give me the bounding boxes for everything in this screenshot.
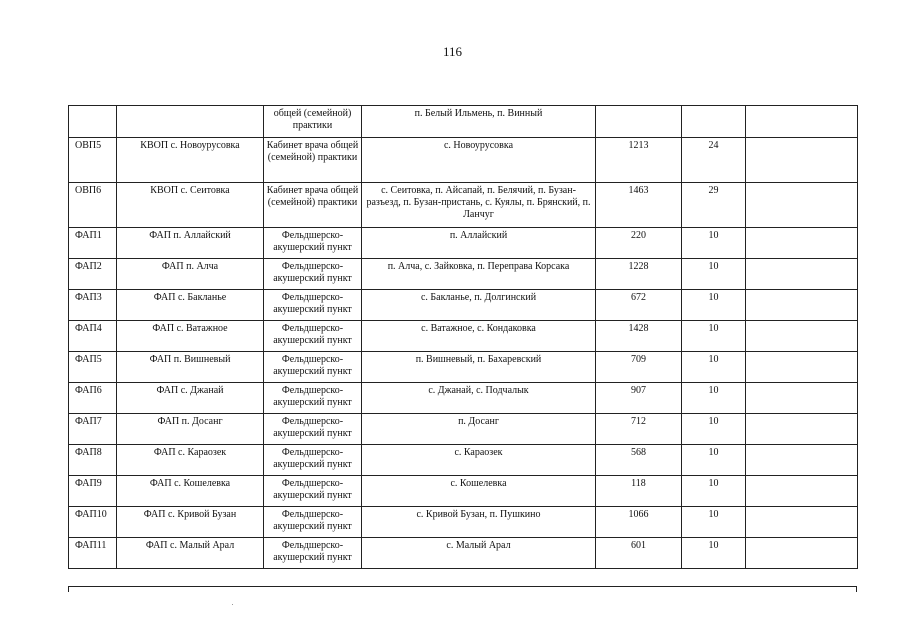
- cell-extra: [746, 138, 858, 183]
- table-row: [69, 290, 858, 321]
- cell-area: с. Кошелевка: [362, 476, 596, 507]
- cell-area: с. Ватажное, с. Кондаковка: [362, 321, 596, 352]
- cell-distance: 10: [682, 383, 746, 414]
- table-row: [69, 538, 858, 569]
- table-row: [69, 352, 858, 383]
- table-row: [69, 106, 858, 138]
- cell-name: ФАП с. Караозек: [117, 445, 264, 476]
- cell-extra: [746, 445, 858, 476]
- cell-type: Фельдшерско-акушерский пункт: [264, 476, 362, 507]
- cell-area: с. Караозек: [362, 445, 596, 476]
- cell-code: ОВП5: [69, 138, 117, 183]
- cell-population: 220: [596, 228, 682, 259]
- cell-code: ФАП5: [69, 352, 117, 383]
- cell-extra: [746, 414, 858, 445]
- table-row: [69, 476, 858, 507]
- cell-population: 1428: [596, 321, 682, 352]
- cell-population: 712: [596, 414, 682, 445]
- cell-code: ФАП2: [69, 259, 117, 290]
- table-row: [69, 507, 858, 538]
- cell-type: Фельдшерско-акушерский пункт: [264, 290, 362, 321]
- cell-population: 907: [596, 383, 682, 414]
- table-row: [69, 183, 858, 228]
- cell-extra: [746, 290, 858, 321]
- cell-code: ФАП10: [69, 507, 117, 538]
- cell-extra: [746, 476, 858, 507]
- cell-area: п. Белый Ильмень, п. Винный: [362, 106, 596, 138]
- cell-name: ФАП п. Алча: [117, 259, 264, 290]
- cell-code: ФАП11: [69, 538, 117, 569]
- cell-population: 1213: [596, 138, 682, 183]
- cell-name: КВОП с. Новоурусовка: [117, 138, 264, 183]
- cell-population: 709: [596, 352, 682, 383]
- cell-name: ФАП с. Кривой Бузан: [117, 507, 264, 538]
- cell-code: ФАП4: [69, 321, 117, 352]
- cell-area: п. Аллайский: [362, 228, 596, 259]
- cell-extra: [746, 321, 858, 352]
- cell-population: 601: [596, 538, 682, 569]
- cell-type: Фельдшерско-акушерский пункт: [264, 414, 362, 445]
- cell-extra: [746, 183, 858, 228]
- cell-code: ФАП7: [69, 414, 117, 445]
- cell-code: ФАП1: [69, 228, 117, 259]
- cell-distance: [682, 106, 746, 138]
- cell-extra: [746, 538, 858, 569]
- cell-type: Фельдшерско-акушерский пункт: [264, 445, 362, 476]
- cell-code: ФАП6: [69, 383, 117, 414]
- cell-code: ФАП3: [69, 290, 117, 321]
- cell-distance: 10: [682, 259, 746, 290]
- table-row: [69, 259, 858, 290]
- table-bottom-gap: [68, 586, 857, 592]
- cell-type: Фельдшерско-акушерский пункт: [264, 321, 362, 352]
- cell-population: [596, 106, 682, 138]
- cell-population: 1066: [596, 507, 682, 538]
- cell-population: 1463: [596, 183, 682, 228]
- cell-area: с. Новоурусовка: [362, 138, 596, 183]
- cell-name: ФАП п. Аллайский: [117, 228, 264, 259]
- cell-name: КВОП с. Сеитовка: [117, 183, 264, 228]
- cell-extra: [746, 352, 858, 383]
- scan-speck: [232, 604, 233, 605]
- cell-population: 1228: [596, 259, 682, 290]
- cell-type: Кабинет врача общей (семейной) практики: [264, 138, 362, 183]
- cell-extra: [746, 106, 858, 138]
- cell-distance: 24: [682, 138, 746, 183]
- cell-name: ФАП с. Джанай: [117, 383, 264, 414]
- cell-code: ФАП8: [69, 445, 117, 476]
- table-row: [69, 228, 858, 259]
- cell-distance: 10: [682, 352, 746, 383]
- cell-name: [117, 106, 264, 138]
- cell-area: с. Бакланье, п. Долгинский: [362, 290, 596, 321]
- cell-area: с. Джанай, с. Подчалык: [362, 383, 596, 414]
- page-number: 116: [442, 44, 463, 59]
- cell-area: с. Сеитовка, п. Айсапай, п. Белячий, п. Бузан-разъезд, п. Бузан-пристань, с. Куялы, п. Брянский, п. Ланчуг: [362, 183, 596, 228]
- cell-population: 568: [596, 445, 682, 476]
- cell-distance: 29: [682, 183, 746, 228]
- cell-type: общей (семейной) практики: [264, 106, 362, 138]
- cell-type: Кабинет врача общей (семейной) практики: [264, 183, 362, 228]
- cell-distance: 10: [682, 476, 746, 507]
- cell-code: [69, 106, 117, 138]
- cell-distance: 10: [682, 445, 746, 476]
- cell-population: 672: [596, 290, 682, 321]
- cell-type: Фельдшерско-акушерский пункт: [264, 538, 362, 569]
- cell-name: ФАП п. Досанг: [117, 414, 264, 445]
- cell-type: Фельдшерско-акушерский пункт: [264, 383, 362, 414]
- cell-extra: [746, 383, 858, 414]
- cell-name: ФАП п. Вишневый: [117, 352, 264, 383]
- cell-type: Фельдшерско-акушерский пункт: [264, 507, 362, 538]
- cell-population: 118: [596, 476, 682, 507]
- facilities-table: [68, 105, 858, 569]
- cell-distance: 10: [682, 228, 746, 259]
- cell-area: с. Кривой Бузан, п. Пушкино: [362, 507, 596, 538]
- cell-name: ФАП с. Кошелевка: [117, 476, 264, 507]
- cell-distance: 10: [682, 414, 746, 445]
- table-body: [69, 106, 858, 569]
- cell-extra: [746, 259, 858, 290]
- cell-name: ФАП с. Ватажное: [117, 321, 264, 352]
- cell-distance: 10: [682, 290, 746, 321]
- cell-area: п. Досанг: [362, 414, 596, 445]
- table-row: [69, 138, 858, 183]
- table-row: [69, 445, 858, 476]
- cell-extra: [746, 228, 858, 259]
- cell-distance: 10: [682, 321, 746, 352]
- cell-distance: 10: [682, 538, 746, 569]
- cell-code: ОВП6: [69, 183, 117, 228]
- cell-area: п. Вишневый, п. Бахаревский: [362, 352, 596, 383]
- cell-code: ФАП9: [69, 476, 117, 507]
- cell-type: Фельдшерско-акушерский пункт: [264, 352, 362, 383]
- cell-extra: [746, 507, 858, 538]
- cell-area: п. Алча, с. Зайковка, п. Переправа Корсака: [362, 259, 596, 290]
- cell-type: Фельдшерско-акушерский пункт: [264, 259, 362, 290]
- cell-distance: 10: [682, 507, 746, 538]
- cell-area: с. Малый Арал: [362, 538, 596, 569]
- cell-name: ФАП с. Малый Арал: [117, 538, 264, 569]
- table-row: [69, 321, 858, 352]
- cell-name: ФАП с. Бакланье: [117, 290, 264, 321]
- table-row: [69, 383, 858, 414]
- table-row: [69, 414, 858, 445]
- cell-type: Фельдшерско-акушерский пункт: [264, 228, 362, 259]
